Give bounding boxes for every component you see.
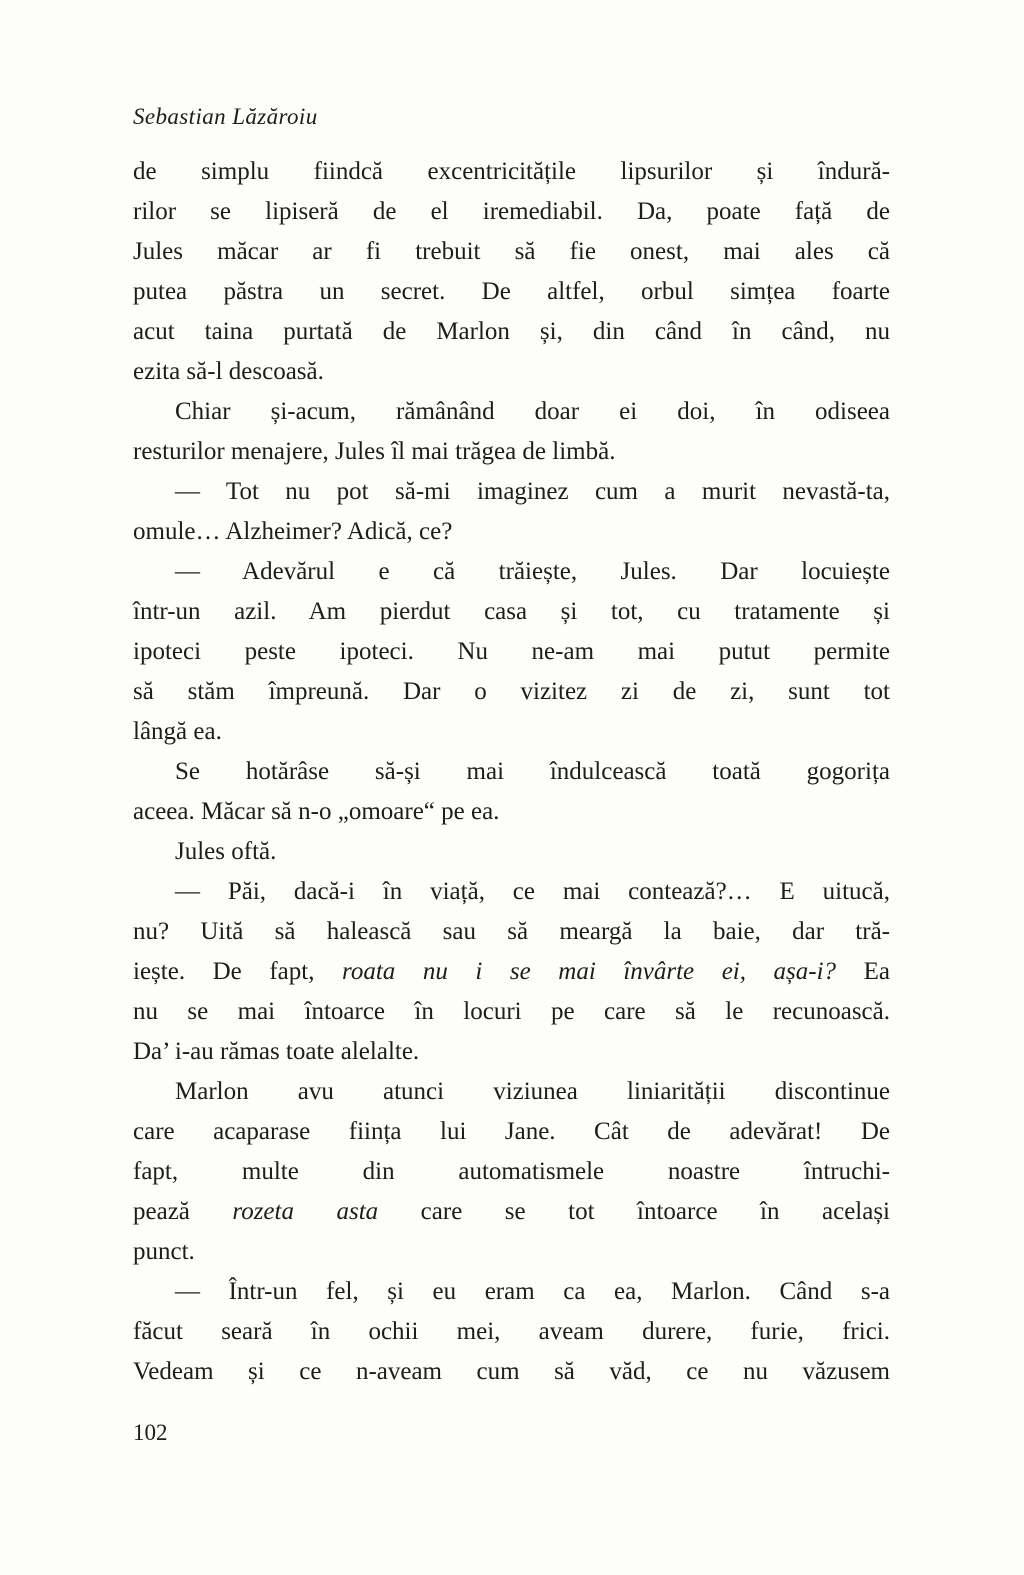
text-run: rilor se lipiseră de el iremediabil. Da, poate față de bbox=[133, 198, 890, 225]
text-run: ipoteci peste ipoteci. Nu ne-am mai putut permite bbox=[133, 638, 890, 665]
text-line bbox=[133, 312, 890, 352]
text-line bbox=[133, 1072, 890, 1112]
text-run: făcut seară în ochii mei, aveam durere, furie, frici. bbox=[133, 1318, 890, 1345]
text-run: omule… Alzheimer? Adică, ce? bbox=[133, 518, 453, 545]
text-line bbox=[133, 712, 890, 752]
text-run: care se tot întoarce în același bbox=[378, 1198, 891, 1225]
text-run: Ea bbox=[836, 958, 890, 985]
text-line bbox=[133, 1352, 890, 1392]
text-run: putea păstra un secret. De altfel, orbul simțea foarte bbox=[133, 278, 890, 305]
text-line bbox=[133, 872, 890, 912]
text-line bbox=[133, 912, 890, 952]
text-line bbox=[133, 352, 890, 392]
text-run: iește. De fapt, bbox=[133, 958, 343, 985]
text-run: care acaparase ființa lui Jane. Cât de adevărat! De bbox=[133, 1118, 890, 1145]
text-line bbox=[133, 1112, 890, 1152]
text-run: ezita să-l descoasă. bbox=[133, 358, 324, 385]
text-run: să stăm împreună. Dar o vizitez zi de zi, sunt tot bbox=[133, 678, 890, 705]
text-run: — Adevărul e că trăiește, Jules. Dar locuiește bbox=[175, 558, 890, 585]
text-line bbox=[133, 192, 890, 232]
text-run: de simplu fiindcă excentricitățile lipsurilor și îndură- bbox=[133, 158, 890, 185]
text-block bbox=[133, 152, 890, 1392]
text-line bbox=[133, 232, 890, 272]
text-line bbox=[133, 152, 890, 192]
text-line bbox=[133, 432, 890, 472]
text-run: acut taina purtată de Marlon și, din când în când, nu bbox=[133, 318, 890, 345]
text-line bbox=[133, 792, 890, 832]
text-line bbox=[133, 1312, 890, 1352]
text-line bbox=[133, 512, 890, 552]
text-line bbox=[133, 672, 890, 712]
text-run: Jules oftă. bbox=[175, 838, 277, 865]
text-run: Chiar și-acum, rămânând doar ei doi, în odiseea bbox=[175, 398, 890, 425]
text-run: fapt, multe din automatismele noastre întruchi- bbox=[133, 1158, 890, 1185]
text-line bbox=[133, 832, 890, 872]
text-run: resturilor menajere, Jules îl mai trăgea de limbă. bbox=[133, 438, 616, 465]
text-line bbox=[133, 592, 890, 632]
text-run: aceea. Măcar să n-o „omoare“ pe ea. bbox=[133, 798, 500, 825]
text-run: punct. bbox=[133, 1238, 195, 1265]
text-run: — Păi, dacă-i în viață, ce mai contează?… E uitucă, bbox=[175, 878, 890, 905]
text-line bbox=[133, 392, 890, 432]
text-line bbox=[133, 752, 890, 792]
italic-text-run: roata nu i se mai învârte ei, așa-i? bbox=[342, 958, 837, 985]
text-line bbox=[133, 1192, 890, 1232]
text-line bbox=[133, 952, 890, 992]
running-header-author: Sebastian Lăzăroiu bbox=[133, 104, 318, 129]
text-run: într-un azil. Am pierdut casa și tot, cu tratamente și bbox=[133, 598, 890, 625]
text-line bbox=[133, 632, 890, 672]
text-line bbox=[133, 1272, 890, 1312]
page-number: 102 bbox=[133, 1420, 168, 1445]
text-line bbox=[133, 1152, 890, 1192]
text-run: nu se mai întoarce în locuri pe care să le recunoască. bbox=[133, 998, 890, 1025]
text-run: — Într-un fel, și eu eram ca ea, Marlon. Când s-a bbox=[175, 1278, 890, 1305]
text-run: Marlon avu atunci viziunea liniarității discontinue bbox=[175, 1078, 890, 1105]
text-run: lângă ea. bbox=[133, 718, 222, 745]
text-run: — Tot nu pot să-mi imaginez cum a murit nevastă-ta, bbox=[175, 478, 890, 505]
text-run: Vedeam și ce n-aveam cum să văd, ce nu văzusem bbox=[133, 1358, 890, 1385]
text-run: Da’ i-au rămas toate alelalte. bbox=[133, 1038, 420, 1065]
text-line bbox=[133, 1232, 890, 1272]
text-line bbox=[133, 992, 890, 1032]
text-run: pează bbox=[133, 1198, 233, 1225]
text-line bbox=[133, 472, 890, 512]
italic-text-run: rozeta asta bbox=[232, 1198, 379, 1225]
text-line bbox=[133, 272, 890, 312]
text-line bbox=[133, 1032, 890, 1072]
text-run: nu? Uită să halească sau să meargă la baie, dar tră- bbox=[133, 918, 890, 945]
text-run: Jules măcar ar fi trebuit să fie onest, mai ales că bbox=[133, 238, 890, 265]
text-run: Se hotărâse să-și mai îndulcească toată gogorița bbox=[175, 758, 890, 785]
text-line bbox=[133, 552, 890, 592]
